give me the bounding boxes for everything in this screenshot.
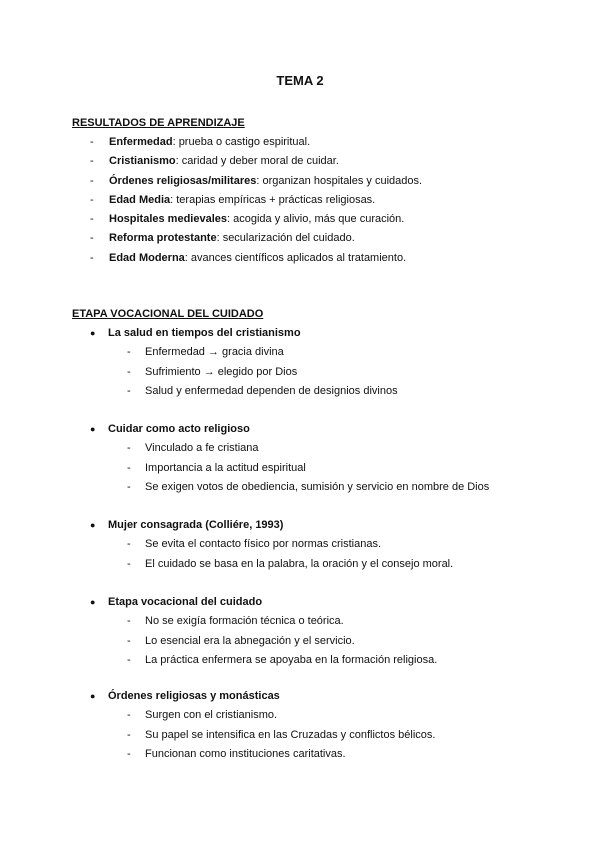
- list-item: - Importancia a la actitud espiritual: [127, 461, 306, 474]
- list-item: - No se exigía formación técnica o teórica.: [127, 615, 344, 628]
- item-term: Reforma protestante: [109, 232, 217, 245]
- topic-title: La salud en tiempos del cristianismo: [108, 327, 301, 339]
- list-item: - Vinculado a fe cristiana: [127, 442, 259, 455]
- learning-outcomes-heading: RESULTADOS DE APRENDIZAJE: [72, 117, 245, 129]
- list-item: - Enfermedad → gracia divina: [127, 346, 284, 359]
- list-item: - Edad Media: terapias empíricas + prácticas religiosas.: [90, 193, 376, 206]
- list-item: - Funcionan como instituciones caritativas.: [127, 747, 346, 760]
- item-term: Edad Media: [109, 193, 171, 206]
- list-item: - El cuidado se basa en la palabra, la oración y el consejo moral.: [127, 557, 454, 570]
- topic-title: Etapa vocacional del cuidado: [108, 596, 263, 608]
- list-item: - Órdenes religiosas/militares: organizan hospitales y cuidados.: [90, 174, 423, 187]
- topic-block: [0, 516, 600, 574]
- list-item: - Hospitales medievales: acogida y alivio, más que curación.: [90, 213, 405, 226]
- topic-block: [0, 420, 600, 497]
- list-item: - Surgen con el cristianismo.: [127, 709, 278, 722]
- item-desc: : avances científicos aplicados al tratamiento.: [184, 251, 407, 264]
- item-term: Edad Moderna: [109, 251, 185, 264]
- topic-title: Órdenes religiosas y monásticas: [108, 690, 280, 702]
- list-item: - Se evita el contacto físico por normas cristianas.: [127, 538, 381, 551]
- bullet-icon: ●: [90, 520, 96, 530]
- bullet-icon: ●: [90, 328, 96, 338]
- item-desc: : secularización del cuidado.: [216, 232, 355, 245]
- list-item: - Cristianismo: caridad y deber moral de cuidar.: [90, 155, 339, 168]
- list-item: - Se exigen votos de obediencia, sumisión y servicio en nombre de Dios: [127, 480, 490, 493]
- page-title: TEMA 2: [276, 73, 324, 88]
- topic-title: Mujer consagrada (Colliére, 1993): [108, 519, 284, 531]
- bullet-icon: ●: [90, 597, 96, 607]
- item-term: Cristianismo: [109, 155, 176, 168]
- item-term: Órdenes religiosas/militares: [109, 174, 257, 187]
- list-item: - Su papel se intensifica en las Cruzadas y conflictos bélicos.: [127, 728, 436, 741]
- topic-block: [0, 593, 600, 670]
- list-item: - Edad Moderna: avances científicos aplicados al tratamiento.: [90, 251, 407, 264]
- topic-title: Cuidar como acto religioso: [108, 423, 250, 435]
- item-desc: : organizan hospitales y cuidados.: [256, 174, 423, 187]
- bullet-icon: ●: [90, 424, 96, 434]
- item-desc: : caridad y deber moral de cuidar.: [175, 155, 339, 168]
- item-term: Enfermedad: [109, 136, 173, 148]
- list-item: - Reforma protestante: secularización del cuidado.: [90, 232, 355, 245]
- learning-outcomes-list: [0, 133, 600, 268]
- list-item: - La práctica enfermera se apoyaba en la formación religiosa.: [127, 653, 438, 666]
- vocational-stage-heading: ETAPA VOCACIONAL DEL CUIDADO: [72, 308, 264, 320]
- list-item: - Enfermedad: prueba o castigo espiritual.: [90, 136, 311, 148]
- bullet-icon: ●: [90, 691, 96, 701]
- item-desc: : acogida y alivio, más que curación.: [227, 213, 405, 226]
- list-item: - Lo esencial era la abnegación y el servicio.: [127, 634, 355, 647]
- list-item: - Sufrimiento → elegido por Dios: [127, 365, 298, 378]
- item-term: Hospitales medievales: [109, 213, 228, 226]
- list-item: - Salud y enfermedad dependen de designios divinos: [127, 384, 398, 397]
- item-desc: : terapias empíricas + prácticas religiosas.: [170, 193, 376, 206]
- item-desc: : prueba o castigo espiritual.: [172, 136, 311, 148]
- topic-block: [0, 687, 600, 764]
- topic-block: [0, 324, 600, 401]
